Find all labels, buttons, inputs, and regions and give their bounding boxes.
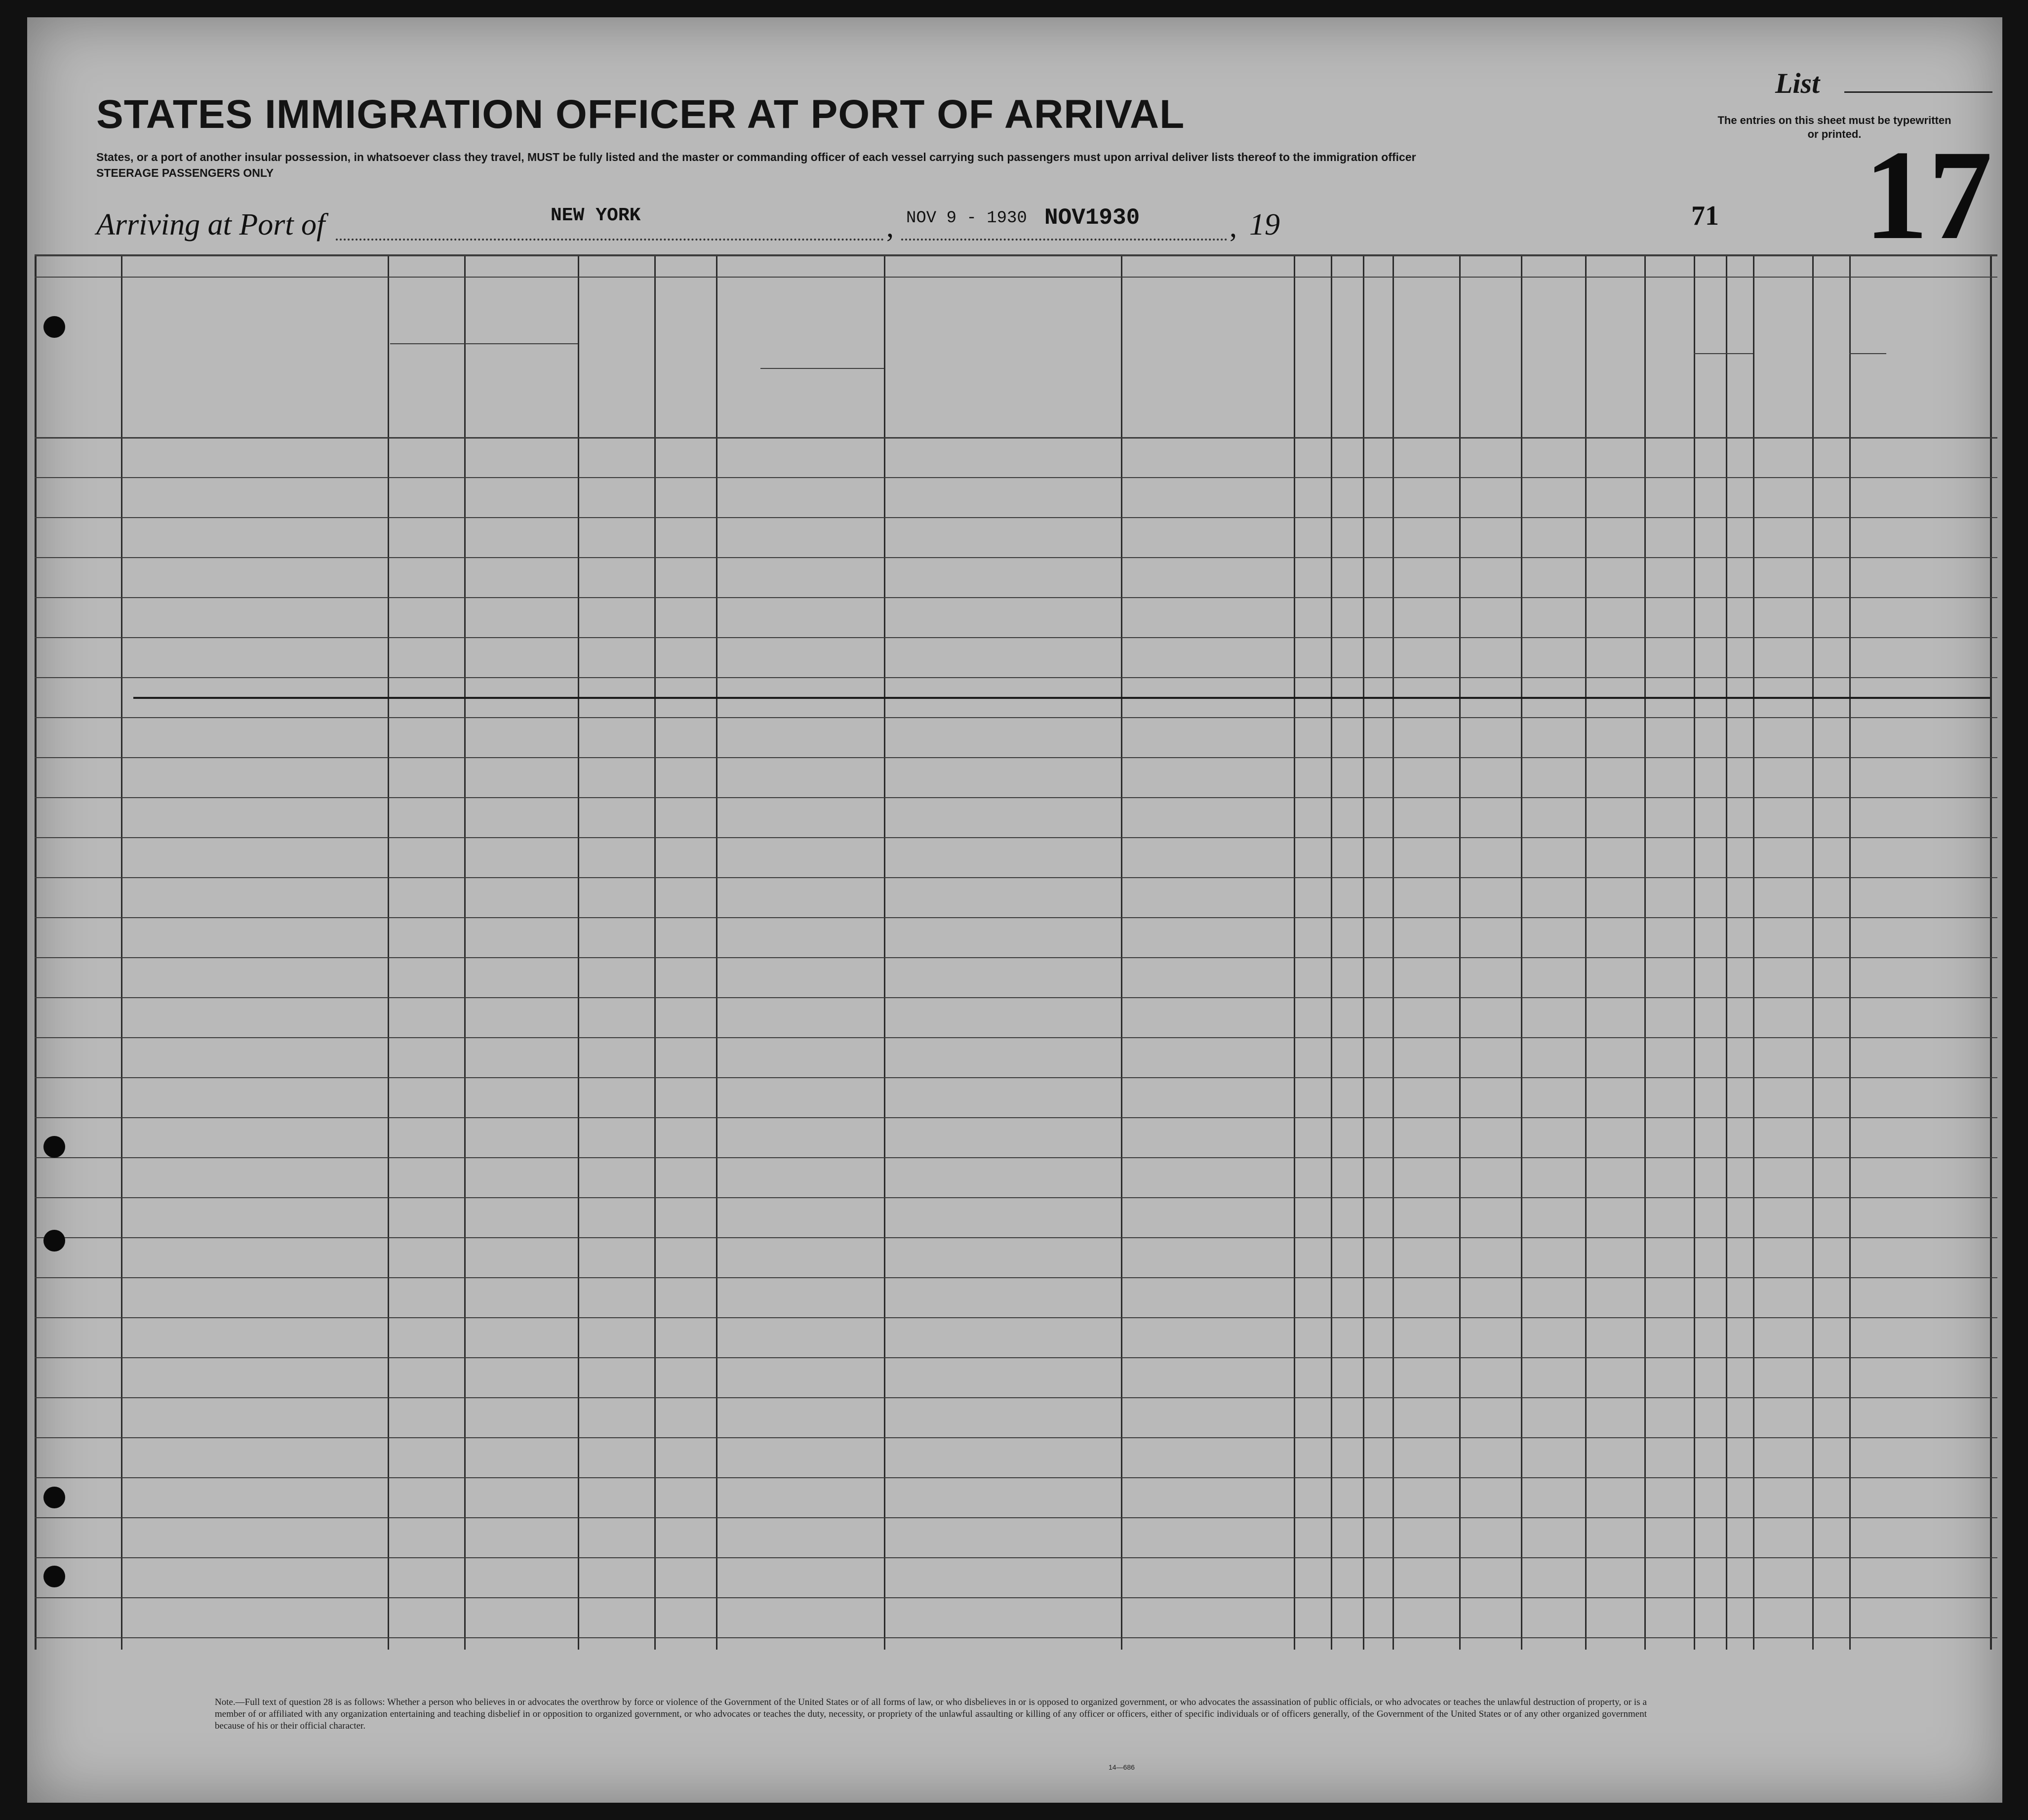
cancelled-row-strike: [133, 697, 1990, 699]
table-row: [35, 917, 1997, 918]
table-row: [35, 517, 1997, 518]
table-row: [35, 477, 1997, 478]
table-row: [35, 1557, 1997, 1558]
column-rule: [1990, 254, 1992, 1650]
header-subrule: [1694, 353, 1753, 354]
table-row: [35, 677, 1997, 678]
table-row: [35, 837, 1997, 838]
column-number-rule: [35, 277, 1997, 278]
column-rule: [1521, 254, 1522, 1650]
typewritten-note: The entries on this sheet must be typewritten or printed.: [1717, 114, 1951, 140]
table-row: [35, 1077, 1997, 1078]
header-subrule: [1121, 277, 1294, 278]
column-rule: [1294, 254, 1295, 1650]
table-row: [35, 757, 1997, 758]
footer-note: Note.—Full text of question 28 is as follows: Whether a person who believes in or advocates the overthrow by force or violence of the Government of the United States or of all forms of law, or who disbelieves in or is opposed to organized government, or who advocates the assassination of public officials, or who advocates or teaches the unlawful destruction of property, or is a member of or affiliated with any organization entertaining and teaching disbelief in or opposition to organized government, or who advocates or teaches the duty, necessity, or propriety of the unlawful assaulting or killing of any officer or officers, either of specific individuals or of officers generally, of the Government of the United States or of any other organized government because of his or their official character.: [215, 1697, 1647, 1731]
binder-hole: [43, 1230, 65, 1252]
table-row: [35, 1237, 1997, 1238]
column-rule: [1121, 254, 1122, 1650]
date-line: [901, 239, 1227, 241]
arriving-label: Arriving at Port of: [96, 208, 325, 242]
page-number: 17: [1864, 124, 1992, 266]
column-rule: [1392, 254, 1394, 1650]
column-rule: [1331, 254, 1332, 1650]
table-row: [35, 1157, 1997, 1158]
column-rule: [1585, 254, 1587, 1650]
steerage-line: STEERAGE PASSENGERS ONLY: [96, 166, 274, 179]
column-rule: [464, 254, 466, 1650]
table-row: [35, 1197, 1997, 1198]
page-title: STATES IMMIGRATION OFFICER AT PORT OF ARRIVAL: [96, 92, 1185, 137]
column-rule: [1753, 254, 1754, 1650]
port-line: [336, 239, 884, 241]
table-top-rule: [35, 254, 1997, 256]
table-row: [35, 997, 1997, 998]
binder-hole: [43, 1136, 65, 1158]
port-name: NEW YORK: [551, 205, 641, 226]
table-row: [35, 1317, 1997, 1318]
table-row: [35, 597, 1997, 598]
column-rule: [654, 254, 656, 1650]
table-row: [35, 957, 1997, 958]
manifest-table: [35, 254, 1997, 1650]
binder-hole: [43, 316, 65, 338]
column-rule: [884, 254, 885, 1650]
instruction-line: States, or a port of another insular possession, in whatsoever class they travel, MUST be fully listed and the master or commanding officer of each vessel carrying such passengers must upon arrival deliver lists thereof to the immigration officer: [96, 151, 1416, 163]
date-typed: NOV 9 - 1930: [906, 209, 1027, 228]
year-label: 19: [1249, 208, 1280, 242]
table-row: [35, 1437, 1997, 1438]
column-rule: [1363, 254, 1364, 1650]
table-row: [35, 1397, 1997, 1398]
list-line: [1844, 91, 1992, 93]
list-label: List: [1775, 67, 1820, 99]
column-rule: [1849, 254, 1851, 1650]
column-rule: [121, 254, 122, 1650]
column-rule: [578, 254, 579, 1650]
table-row: [35, 637, 1997, 638]
manifest-sheet: STATES IMMIGRATION OFFICER AT PORT OF ARRIVAL List The entries on this sheet must be typewritten or printed. States, or a port of another insular possession, in whatsoever class they travel, MUST be fully listed and the master or commanding officer of each vessel carrying such passengers must upon arrival deliver lists thereof to the immigration officer STEERAGE PASSENGERS ONLY Arriving at Port of NEW YORK , NOV 9 - 1930 NOV1930 , 19 71 17 Note.—Full text of question 28 is as follows: Whether a person who believes in or advocates the overthrow by force or violence of the Government of the United States or of all forms of law, or who disbelieves in or is opposed to organized government, or who advocates the assassination of public officials, or who advocates or teaches the unlawful destruction of property, or is a member of or affiliated with any organization entertaining and teaching disbelief in or opposition to organized government, or who advocates or teaches the duty, necessity, or propriety of the unlawful assaulting or killing of any officer or officers, either of specific individuals or of officers generally, of the Government of the United States or of any other organized government because of his or their official character. 14—686: [27, 17, 2002, 1803]
table-row: [35, 1357, 1997, 1358]
table-row: [35, 1597, 1997, 1598]
column-rule: [1459, 254, 1461, 1650]
binder-hole: [43, 1487, 65, 1508]
column-rule: [35, 254, 37, 1650]
header-bottom-rule: [35, 437, 1997, 439]
table-row: [35, 797, 1997, 798]
date-stamp: NOV1930: [1044, 205, 1140, 231]
header-subrule: [760, 368, 884, 369]
column-rule: [1694, 254, 1695, 1650]
table-row: [35, 1517, 1997, 1518]
table-row: [35, 1037, 1997, 1038]
binder-hole: [43, 1566, 65, 1587]
table-row: [35, 1637, 1997, 1638]
table-row: [35, 1277, 1997, 1278]
column-rule: [1726, 254, 1727, 1650]
table-row: [35, 1477, 1997, 1478]
table-row: [35, 1117, 1997, 1118]
column-rule: [716, 254, 717, 1650]
header-subrule: [390, 343, 578, 344]
sheet-number: 71: [1691, 201, 1719, 231]
table-row: [35, 877, 1997, 878]
column-rule: [1812, 254, 1814, 1650]
column-rule: [1644, 254, 1646, 1650]
table-row: [35, 717, 1997, 718]
header-subrule: [1849, 353, 1886, 354]
table-row: [35, 557, 1997, 558]
form-code: 14—686: [1109, 1763, 1135, 1771]
column-rule: [388, 254, 389, 1650]
